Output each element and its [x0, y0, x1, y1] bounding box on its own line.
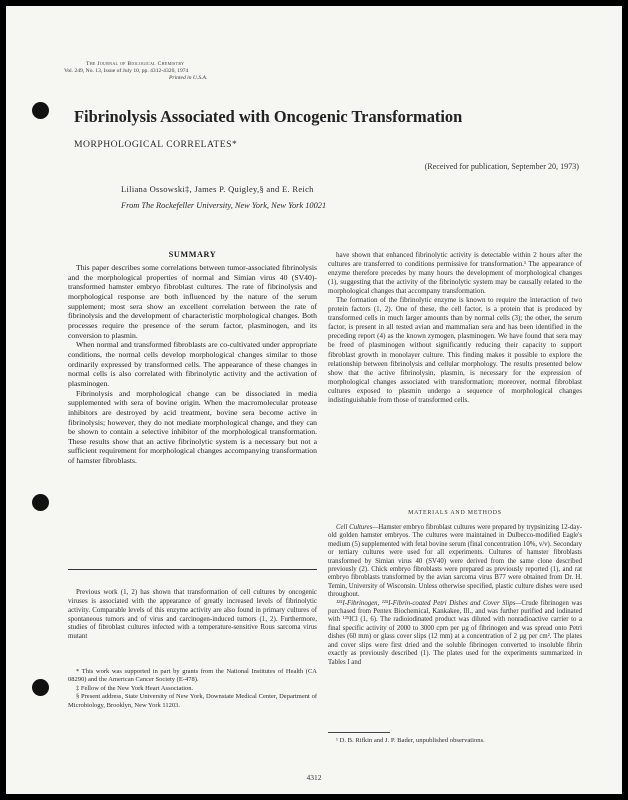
right-column-text — [328, 251, 582, 405]
body-paragraph: have shown that enhanced fibrinolytic activity is detectable within 2 hours after the cultures are transferred to conditions permissive for transformation.¹ The appearance of enzyme therefore precedes by many hours the development of morphological changes (1), suggesting that the activity of the fibrinolytic system may be causally related to the morphological changes that accompany transformation. — [328, 251, 582, 296]
journal-printed: Printed in U.S.A. — [169, 75, 208, 82]
article-subtitle: MORPHOLOGICAL CORRELATES* — [74, 139, 238, 150]
received-date: (Received for publication, September 20, 1973) — [424, 162, 579, 171]
methods-paragraph — [328, 600, 582, 667]
summary-heading: SUMMARY — [168, 250, 217, 259]
intro-paragraph: Previous work (1, 2) has shown that transformation of cell cultures by oncogenic viruses is associated with the appearance of greatly increased levels of fibrinolytic activity. Comparable levels of this enzyme activity are also found in primary cultures of spontaneous tumors and of virus and carcinogen-induced tumors (1, 2). Furthermore, studies of fibroblast cultures infected with a temperature-sensitive Rous sarcoma virus mutant — [68, 588, 317, 641]
footnote-right: ¹ D. B. Rifkin and J. P. Bader, unpublished observations. — [336, 737, 485, 744]
authors: Liliana Ossowski‡, James P. Quigley,§ and E. Reich — [121, 184, 314, 194]
intro-section — [68, 588, 317, 641]
summary-paragraph: Fibrinolysis and morphological change can be dissociated in media supplemented with sera of bovine origin. When the macromolecular protease inhibitors are destroyed by acid treatment, bovine sera become active in fibrinolysis; however, they do not mediate morphological change, and they can be shown to contain a selective inhibitor of the morphological transformation. These results show that an active fibrinolytic system is a necessary but not a sufficient requirement for morphological changes accompanying transformation of hamster fibroblasts. — [68, 388, 317, 466]
punch-hole-middle — [32, 494, 49, 511]
page-number: 4312 — [306, 773, 322, 782]
journal-name: The Journal of Biological Chemistry — [86, 61, 185, 67]
body-paragraph: The formation of the fibrinolytic enzyme is known to require the interaction of two protein factors (1, 2). One of these, the cell factor, is a protein that is produced by transformed cells in much larger amounts than by normal cells (3); the other, the serum factor, is present in all tested avian and mammalian sera and has been identified in the preceding report (4) as the known zymogen, plasminogen. We have found that sera may be freed of plasminogen without significantly reducing their capacity to support fibroblast growth in monolayer culture. This finding makes it possible to explore the relationship between fibrinolysis and cellular morphology. The results presented below show that the active fibrinolysin, plasmin, is necessary for the expression of morphological changes associated with transformation; moreover, normal fibroblast cultures exposed to plasmin undergo a sequence of morphological changes indistinguishable from those of transformed cells. — [328, 296, 582, 404]
methods-text: Crude fibrinogen was purchased from Pentex Biochemical, Kankakee, Ill., and was further purified and iodinated with ¹²⁵ICl (1, 6). The radioiodinated product was diluted with nonradioactive carrier to a final specific activity of 2000 to 3000 cpm per µg of fibrinogen and was spread onto Petri dishes (60 mm) or glass cover slips (12 mm) at a concentration of 2 µg per cm². The plates and cover slips were first dried and the soluble fibrinogen converted to insoluble fibrin exactly as previously described (1). The plates used for the experiments summarized in Tables I and — [328, 599, 582, 666]
summary-paragraph: When normal and transformed fibroblasts are co-cultivated under appropriate conditions, the normal cells develop morphological changes similar to those ordinarily expressed by transformed cells. The appearance of these changes in normal cells is also correlated with fibrinolytic activity and the activation of plasminogen. — [68, 340, 317, 388]
footnote-fellow: ‡ Fellow of the New York Heart Association. — [76, 684, 194, 692]
punch-hole-top — [32, 102, 49, 119]
footnotes-left — [68, 668, 317, 710]
footnote-funding: * This work was supported in part by grants from the National Institutes of Health (CA 08290) and the American Cancer Society (E-478). — [68, 668, 317, 684]
footnote-divider — [328, 732, 390, 733]
summary-paragraph: This paper describes some correlations between tumor-associated fibrinolysis and the morphological properties of normal and Simian virus 40 (SV40)-transformed hamster embryo fibroblast cultures. The rate of fibrinolysis and morphological response are both influenced by the nature of the serum supplement; most sera show an excellent correlation between the rate of fibrinolysis and the development of characteristic morphological changes. Both processes require the presence of the serum factor, plasminogen, and its conversion to plasmin. — [68, 263, 317, 340]
journal-volume: Vol. 249, No. 13, Issue of July 10, pp. 4312-4320, 1974 — [64, 68, 189, 75]
methods-lead: Cell Cultures— — [336, 524, 379, 531]
methods-text: Hamster embryo fibroblast cultures were prepared by trypsinizing 12-day-old golden hamster embryos. The cultures were maintained in Dulbecco-modified Eagle's medium (5) supplemented with fetal bovine serum (final concentration 10%, v/v). Secondary or tertiary cultures were used for all experiments. Cultures of hamster fibroblasts transformed by Simian virus 40 (SV40) were derived from the same clone described previously (2). Chick embryo fibroblasts were prepared as previously reported (1), and rat embryo fibroblasts transformed by the avian sarcoma virus B77 were obtained from Dr. H. Temin, University of Wisconsin. Unless otherwise specified, plastic culture dishes were used throughout. — [328, 524, 582, 599]
methods-lead: ¹²⁵I-Fibrinogen, ¹²⁵I-Fibrin-coated Petri Dishes and Cover Slips— — [336, 599, 522, 607]
affiliation: From The Rockefeller University, New York, New York 10021 — [121, 201, 327, 210]
methods-section — [328, 524, 582, 667]
footnote-address: § Present address, State University of New York, Downstate Medical Center, Department of Microbiology, Brooklyn, New York 11203. — [68, 693, 317, 709]
journal-page — [6, 6, 622, 794]
punch-hole-bottom — [32, 679, 49, 696]
summary-divider — [68, 569, 317, 570]
methods-heading: MATERIALS AND METHODS — [408, 510, 502, 516]
summary-section — [68, 263, 317, 466]
article-title: Fibrinolysis Associated with Oncogenic Transformation — [74, 107, 463, 126]
methods-paragraph — [328, 524, 582, 600]
journal-header — [64, 61, 207, 83]
